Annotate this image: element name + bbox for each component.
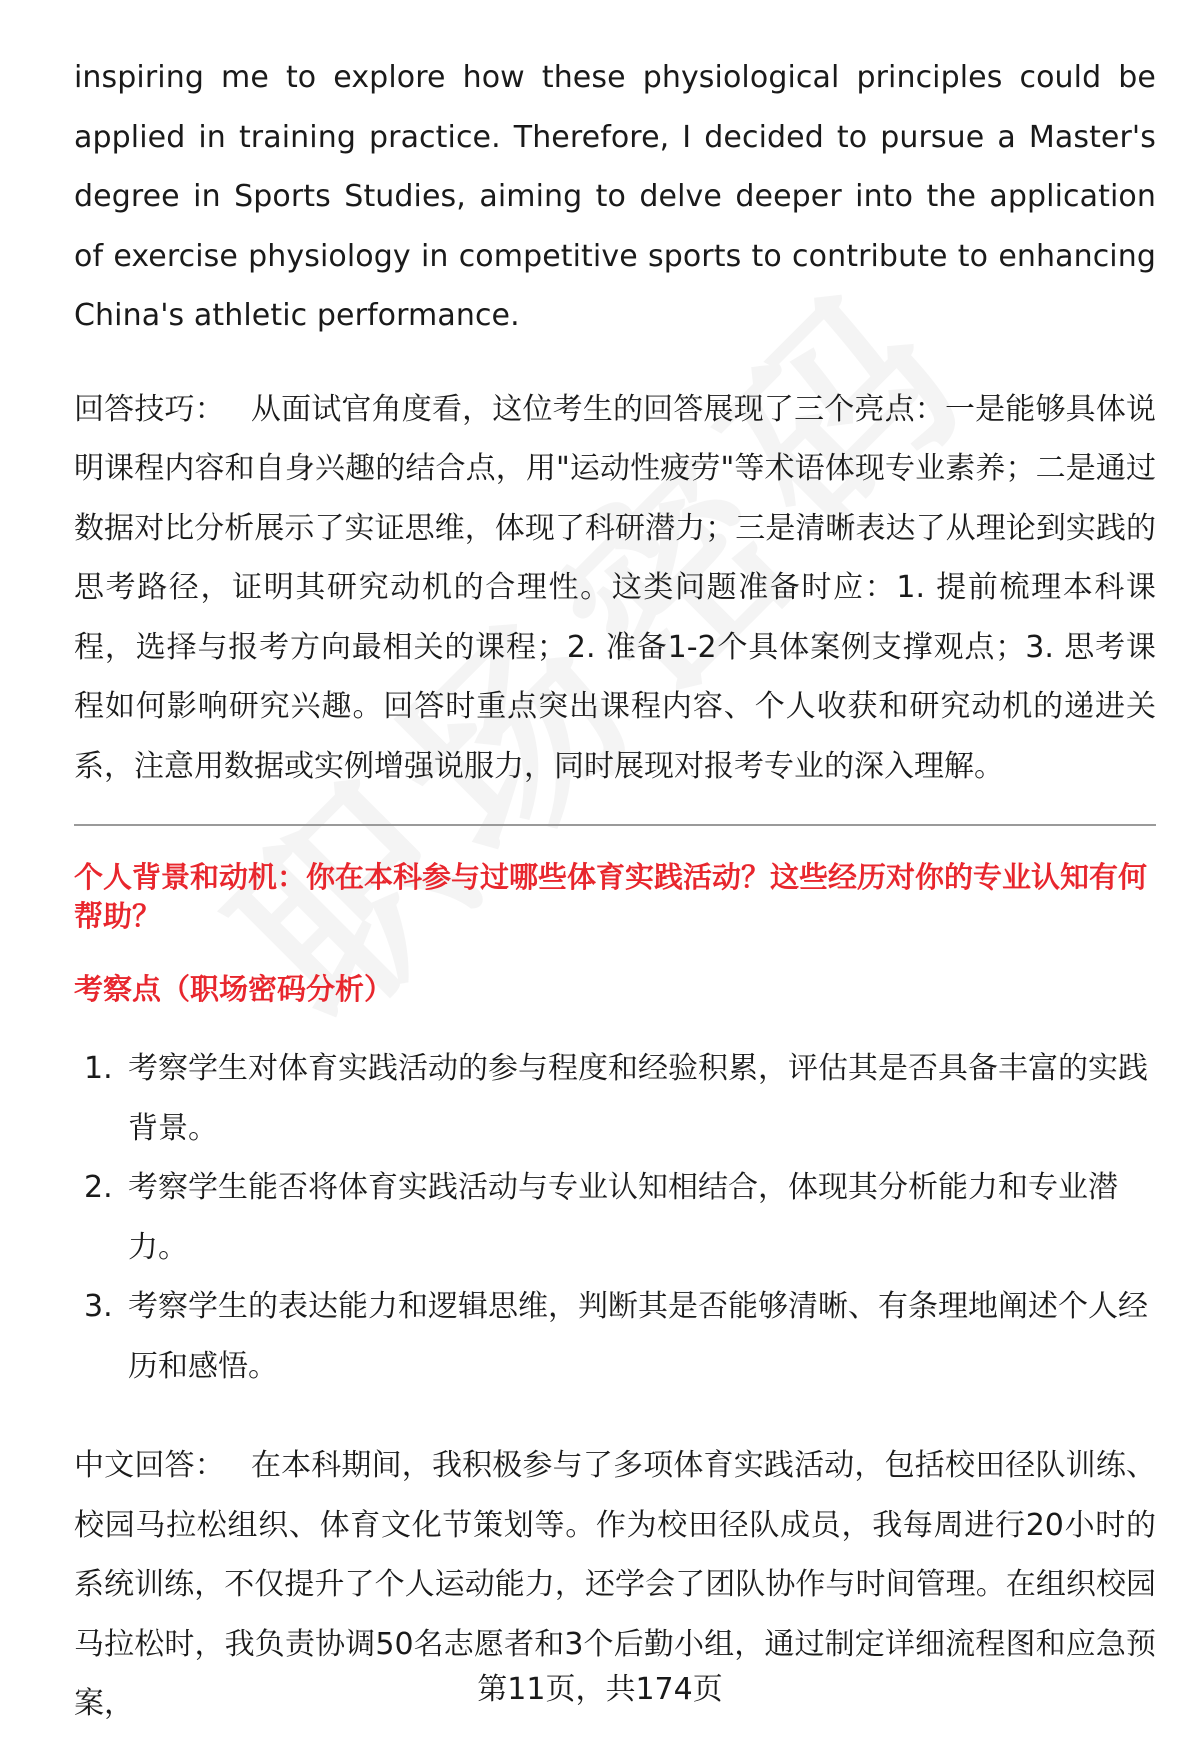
list-item-text: 考察学生的表达能力和逻辑思维，判断其是否能够清晰、有条理地阐述个人经历和感悟。 [128,1289,1148,1384]
chinese-answer-text: 在本科期间，我积极参与了多项体育实践活动，包括校田径队训练、校园马拉松组织、体育文化节策划等。作为校田径队成员，我每周进行20小时的系统训练，不仅提升了个人运动能力，还学会了团队协作与时间管理。在组织校园马拉松时，我负责协调50名志愿者和3个后勤小组，通过制定详细流程图和应急预案， [74,1448,1157,1721]
list-item [74,1158,1156,1277]
key-points-list [74,1039,1156,1396]
list-item-number: 3. [84,1289,113,1324]
list-item-text: 考察学生能否将体育实践活动与专业认知相结合，体现其分析能力和专业潜力。 [128,1170,1118,1265]
list-item-number: 1. [84,1051,113,1086]
list-item-text: 考察学生对体育实践活动的参与程度和经验积累，评估其是否具备丰富的实践背景。 [128,1051,1148,1146]
page-content [74,48,1156,1734]
tips-paragraph [74,380,1156,797]
chinese-answer-label: 中文回答： [74,1448,225,1483]
list-item [74,1277,1156,1396]
tips-text: 从面试官角度看，这位考生的回答展现了三个亮点：一是能够具体说明课程内容和自身兴趣的结合点，用"运动性疲劳"等术语体现专业素养；二是通过数据对比分析展示了实证思维，体现了科研潜力；三是清晰表达了从理论到实践的思考路径，证明其研究动机的合理性。这类问题准备时应：1. 提前梳理本科课程，选择与报考方向最相关的课程；2. 准备1-2个具体案例支撑观点；3. 思考课程如何影响研究兴趣。回答时重点突出课程内容、个人收获和研究动机的递进关系，注意用数据或实例增强说服力，同时展现对报考专业的深入理解。 [74,391,1157,784]
key-points-heading: 考察点（职场密码分析） [74,972,394,1006]
tips-label: 回答技巧： [74,391,225,427]
intro-paragraph: inspiring me to explore how these physiological principles could be applied in training practice. Therefore, I decided to pursue a Master's degree in Sports Studies, aiming to delve deeper into the application of exercise physiology in competitive sports to contribute to enhancing China's athletic performance. [74,60,1156,333]
list-item [74,1039,1156,1158]
question-heading: 个人背景和动机：你在本科参与过哪些体育实践活动？这些经历对你的专业认知有何帮助？ [74,860,1148,933]
list-item-number: 2. [84,1170,113,1205]
page-number-footer: 第11页，共174页 [477,1672,723,1707]
